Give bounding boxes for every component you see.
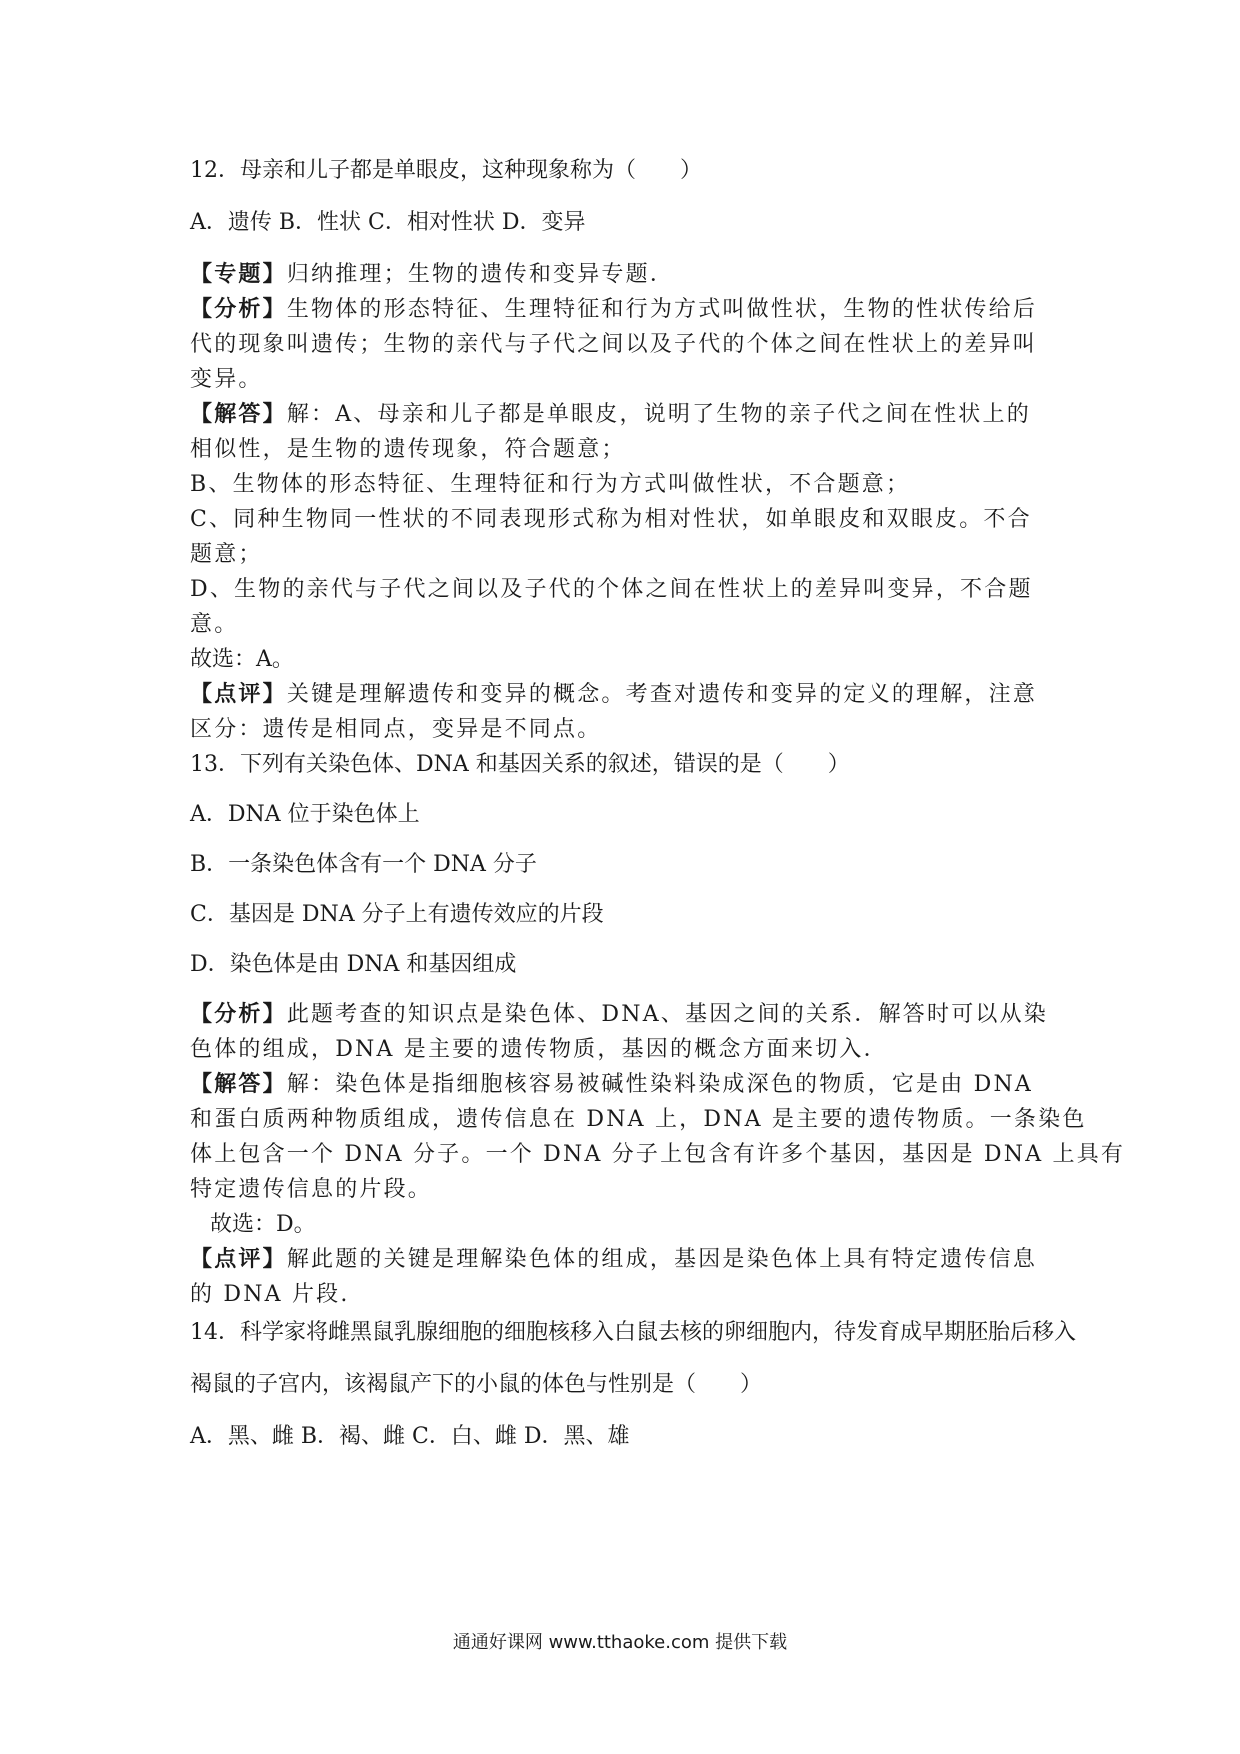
fenxi-tag: 【分析】 [190,1002,287,1027]
dianping-text: 关键是理解遗传和变异的概念。考查对遗传和变异的定义的理解，注意 [286,682,1038,707]
q12-jieda [190,400,1060,430]
q13-option-a: A．DNA 位于染色体上 [190,802,420,827]
q12-jieda-line: 意。 [190,612,239,637]
jieda-text: 解：A、母亲和儿子都是单眼皮，说明了生物的亲子代之间在性状上的 [286,402,1031,427]
q12-dianping [190,680,1060,710]
q13-jieda-line: 特定遗传信息的片段。 [190,1177,433,1202]
dianping-text: 解此题的关键是理解染色体的组成，基因是染色体上具有特定遗传信息 [286,1247,1038,1272]
q12-options: A．遗传 B．性状 C．相对性状 D．变异 [190,210,586,235]
q12-jieda-line: 题意； [190,542,263,567]
zhuanti-tag: 【专题】 [190,262,287,287]
q12-jieda-line: D、生物的亲代与子代之间以及子代的个体之间在性状上的差异叫变异，不合题 [190,577,1033,602]
q14-options: A．黑、雌 B．褐、雌 C．白、雌 D．黑、雄 [190,1424,630,1449]
q12-zhuanti [190,260,1060,290]
q12-answer: 故选：A。 [190,647,294,672]
jieda-text: 解：染色体是指细胞核容易被碱性染料染成深色的物质，它是由 DNA [286,1072,1033,1097]
q14-stem-line: 褐鼠的子宫内，该褐鼠产下的小鼠的体色与性别是（ ） [190,1372,763,1397]
fenxi-tag: 【分析】 [190,297,287,322]
q13-dianping [190,1245,1060,1275]
q13-dianping-line: 的 DNA 片段. [190,1282,350,1307]
q13-stem: 13．下列有关染色体、DNA 和基因关系的叙述，错误的是（ ） [190,752,850,777]
q12-dianping-line: 区分：遗传是相同点，变异是不同点。 [190,717,602,742]
dianping-tag: 【点评】 [190,1247,287,1272]
dianping-tag: 【点评】 [190,682,287,707]
q13-option-c: C．基因是 DNA 分子上有遗传效应的片段 [190,902,604,927]
q14-stem: 14．科学家将雌黑鼠乳腺细胞的细胞核移入白鼠去核的卵细胞内，待发育成早期胚胎后移入 [190,1320,1076,1345]
q12-fenxi [190,295,1060,325]
fenxi-text: 生物体的形态特征、生理特征和行为方式叫做性状，生物的性状传给后 [286,297,1038,322]
q13-jieda [190,1070,1060,1100]
q13-option-b: B．一条染色体含有一个 DNA 分子 [190,852,537,877]
q13-answer: 故选：D。 [210,1212,316,1237]
q12-jieda-line: 相似性，是生物的遗传现象，符合题意； [190,437,626,462]
q13-fenxi-line: 色体的组成，DNA 是主要的遗传物质，基因的概念方面来切入． [190,1037,888,1062]
q13-fenxi [190,1000,1060,1030]
q13-option-d: D．染色体是由 DNA 和基因组成 [190,952,517,977]
fenxi-text: 此题考查的知识点是染色体、DNA、基因之间的关系．解答时可以从染 [286,1002,1048,1027]
jieda-tag: 【解答】 [190,402,287,427]
q13-jieda-line: 体上包含一个 DNA 分子。一个 DNA 分子上包含有许多个基因，基因是 DNA 上具有 [190,1142,1126,1167]
q12-fenxi-line: 变异。 [190,367,263,392]
page-footer: 通通好课网 www.tthaoke.com 提供下载 [452,1632,788,1653]
q13-jieda-line: 和蛋白质两种物质组成，遗传信息在 DNA 上，DNA 是主要的遗传物质。一条染色 [190,1107,1087,1132]
q12-stem: 12．母亲和儿子都是单眼皮，这种现象称为（ ） [190,158,702,183]
q12-jieda-line: C、同种生物同一性状的不同表现形式称为相对性状，如单眼皮和双眼皮。不合 [190,507,1032,532]
jieda-tag: 【解答】 [190,1072,287,1097]
q12-jieda-line: B、生物体的形态特征、生理特征和行为方式叫做性状，不合题意； [190,472,911,497]
zhuanti-text: 归纳推理；生物的遗传和变异专题． [286,262,675,287]
q12-fenxi-line: 代的现象叫遗传；生物的亲代与子代之间以及子代的个体之间在性状上的差异叫 [190,332,1038,357]
